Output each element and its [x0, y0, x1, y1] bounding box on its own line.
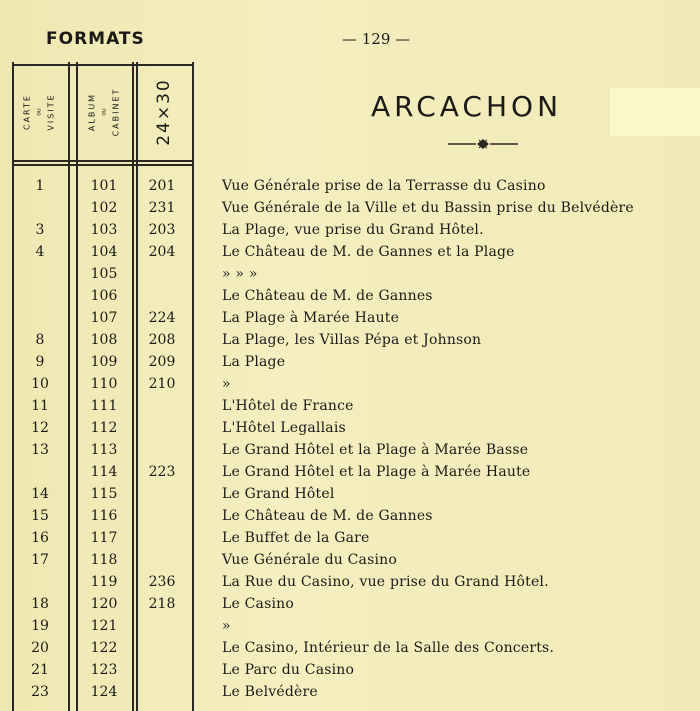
table-row	[0, 508, 700, 530]
album-cabinet-number: 110	[90, 376, 118, 392]
album-cabinet-number: 121	[90, 618, 118, 634]
album-cabinet-number: 102	[90, 200, 118, 216]
album-cabinet-number: 117	[90, 530, 118, 546]
format-24x30-number: 204	[148, 244, 176, 260]
format-24x30-number: 218	[148, 596, 176, 612]
table-row	[0, 178, 700, 200]
column-header-line: VISITE	[47, 93, 56, 131]
column-header-line: 24×30	[154, 78, 175, 146]
carte-visite-number: 12	[31, 420, 49, 436]
album-cabinet-number: 101	[90, 178, 118, 194]
format-24x30-number: 224	[148, 310, 176, 326]
column-header-24x30	[136, 66, 192, 158]
format-24x30-number: 208	[148, 332, 176, 348]
carte-visite-number: 11	[31, 398, 49, 414]
table-row	[0, 310, 700, 332]
album-cabinet-number: 115	[90, 486, 118, 502]
album-cabinet-number: 118	[90, 552, 118, 568]
view-description: Le Grand Hôtel	[222, 486, 335, 502]
view-description: »	[222, 376, 231, 392]
album-cabinet-number: 107	[90, 310, 118, 326]
carte-visite-number: 18	[31, 596, 49, 612]
album-cabinet-number: 112	[90, 420, 118, 436]
carte-visite-number: 13	[31, 442, 49, 458]
carte-visite-number: 15	[31, 508, 49, 524]
album-cabinet-number: 114	[90, 464, 118, 480]
view-description: La Rue du Casino, vue prise du Grand Hôtel.	[222, 574, 549, 590]
album-cabinet-number: 108	[90, 332, 118, 348]
table-row	[0, 222, 700, 244]
table-row	[0, 266, 700, 288]
view-description: Le Buffet de la Gare	[222, 530, 370, 546]
table-row	[0, 332, 700, 354]
view-description: Le Parc du Casino	[222, 662, 355, 678]
carte-visite-number: 17	[31, 552, 49, 568]
table-row	[0, 354, 700, 376]
carte-visite-number: 1	[35, 178, 45, 194]
view-description: La Plage à Marée Haute	[222, 310, 400, 326]
view-description: Le Château de M. de Gannes	[222, 288, 433, 304]
format-24x30-number: 236	[148, 574, 176, 590]
table-row	[0, 640, 700, 662]
album-cabinet-number: 119	[90, 574, 118, 590]
view-description: Vue Générale du Casino	[222, 552, 397, 568]
table-row	[0, 288, 700, 310]
column-header-line: ou	[36, 108, 43, 116]
column-header-album-cabinet	[76, 66, 132, 158]
ornament-divider	[448, 138, 518, 150]
format-24x30-number: 231	[148, 200, 176, 216]
carte-visite-number: 4	[35, 244, 45, 260]
header-rule-bottom	[12, 164, 192, 166]
album-cabinet-number: 111	[90, 398, 118, 414]
table-row	[0, 244, 700, 266]
view-description: Le Château de M. de Gannes	[222, 508, 433, 524]
table-row	[0, 618, 700, 640]
table-row	[0, 442, 700, 464]
column-header-line: ou	[100, 108, 107, 116]
column-header-line: CARTE	[23, 94, 32, 130]
view-description: L'Hôtel Legallais	[222, 420, 346, 436]
carte-visite-number: 14	[31, 486, 49, 502]
carte-visite-number: 8	[35, 332, 45, 348]
format-24x30-number: 201	[148, 178, 176, 194]
table-row	[0, 662, 700, 684]
table-row	[0, 486, 700, 508]
table-row	[0, 552, 700, 574]
page-title: ARCACHON	[371, 90, 563, 123]
table-row	[0, 376, 700, 398]
album-cabinet-number: 116	[90, 508, 118, 524]
view-description: Le Grand Hôtel et la Plage à Marée Basse	[222, 442, 529, 458]
carte-visite-number: 21	[31, 662, 49, 678]
table-row	[0, 596, 700, 618]
table-row	[0, 398, 700, 420]
view-description: La Plage, vue prise du Grand Hôtel.	[222, 222, 484, 238]
format-24x30-number: 210	[148, 376, 176, 392]
album-cabinet-number: 120	[90, 596, 118, 612]
view-description: Le Casino	[222, 596, 294, 612]
header-rule-bottom	[12, 160, 192, 162]
table-row	[0, 200, 700, 222]
format-24x30-number: 203	[148, 222, 176, 238]
view-description: » » »	[222, 266, 258, 282]
album-cabinet-number: 106	[90, 288, 118, 304]
view-description: Le Grand Hôtel et la Plage à Marée Haute	[222, 464, 531, 480]
view-description: La Plage, les Villas Pépa et Johnson	[222, 332, 482, 348]
column-header-line: ALBUM	[87, 92, 96, 132]
album-cabinet-number: 103	[90, 222, 118, 238]
carte-visite-number: 16	[31, 530, 49, 546]
album-cabinet-number: 104	[90, 244, 118, 260]
carte-visite-number: 3	[35, 222, 45, 238]
album-cabinet-number: 113	[90, 442, 118, 458]
format-24x30-number: 209	[148, 354, 176, 370]
column-header-carte-visite	[12, 66, 68, 158]
carte-visite-number: 20	[31, 640, 49, 656]
view-description: Vue Générale de la Ville et du Bassin prise du Belvédère	[222, 200, 634, 216]
format-24x30-number: 223	[148, 464, 176, 480]
table-row	[0, 464, 700, 486]
album-cabinet-number: 105	[90, 266, 118, 282]
table-row	[0, 530, 700, 552]
view-description: Le Belvédère	[222, 684, 318, 700]
formats-label: FORMATS	[46, 29, 145, 49]
paper-highlight	[610, 88, 700, 136]
table-row	[0, 420, 700, 442]
table-row	[0, 684, 700, 706]
album-cabinet-number: 122	[90, 640, 118, 656]
carte-visite-number: 23	[31, 684, 49, 700]
view-description: Le Château de M. de Gannes et la Plage	[222, 244, 515, 260]
carte-visite-number: 9	[35, 354, 45, 370]
table-row	[0, 574, 700, 596]
album-cabinet-number: 123	[90, 662, 118, 678]
album-cabinet-number: 109	[90, 354, 118, 370]
view-description: Le Casino, Intérieur de la Salle des Concerts.	[222, 640, 555, 656]
view-description: »	[222, 618, 231, 634]
carte-visite-number: 19	[31, 618, 49, 634]
view-description: L'Hôtel de France	[222, 398, 354, 414]
view-description: La Plage	[222, 354, 286, 370]
page-number: — 129 —	[342, 30, 411, 48]
album-cabinet-number: 124	[90, 684, 118, 700]
column-header-line: CABINET	[111, 87, 120, 137]
view-description: Vue Générale prise de la Terrasse du Casino	[222, 178, 546, 194]
carte-visite-number: 10	[31, 376, 49, 392]
